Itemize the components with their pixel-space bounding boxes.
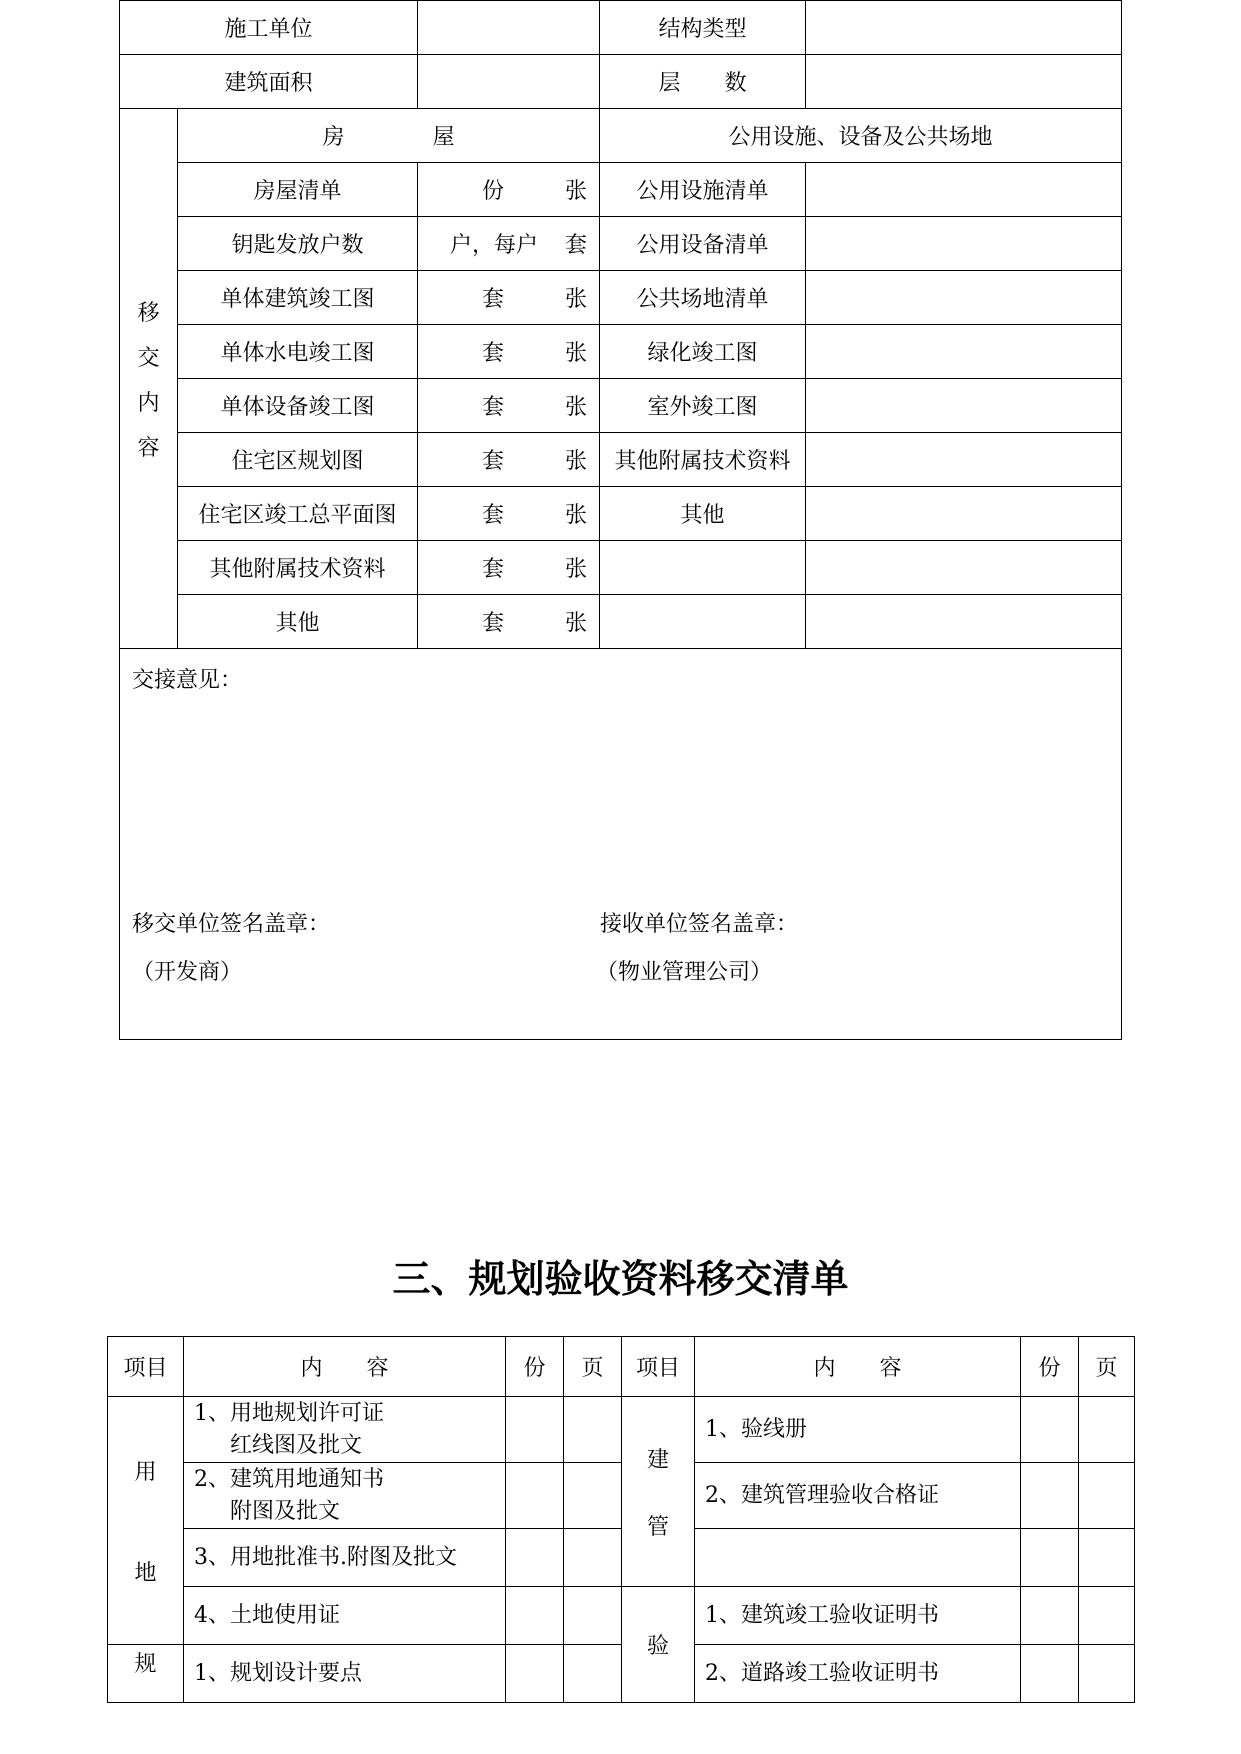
build-item <box>695 1529 1021 1587</box>
transfer-content-char: 容 <box>137 435 160 461</box>
public-item-value[interactable] <box>806 325 1122 379</box>
qty-unit-left: 套 <box>482 395 505 420</box>
housing-item-label: 住宅区竣工总平面图 <box>178 487 418 541</box>
public-item-label: 公共场地清单 <box>600 271 806 325</box>
pages-cell[interactable] <box>564 1529 622 1587</box>
handover-opinion-label: 交接意见： <box>132 668 243 693</box>
public-item-label: 公用设备清单 <box>600 217 806 271</box>
builder-label: 施工单位 <box>120 1 418 55</box>
qty-unit-right: 张 <box>565 287 588 312</box>
housing-item-qty[interactable] <box>418 271 600 325</box>
pages-cell[interactable] <box>564 1397 622 1463</box>
build-char: 管 <box>646 1514 669 1540</box>
housing-item-label: 钥匙发放户数 <box>178 217 418 271</box>
housing-item-label: 单体水电竣工图 <box>178 325 418 379</box>
floors-label: 层 数 <box>600 55 806 109</box>
build-item: 2、建筑管理验收合格证 <box>695 1463 1021 1529</box>
housing-item-qty[interactable] <box>418 433 600 487</box>
pages-cell[interactable] <box>564 1587 622 1645</box>
public-item-label: 室外竣工图 <box>600 379 806 433</box>
public-item-label: 绿化竣工图 <box>600 325 806 379</box>
qty-unit-left: 套 <box>482 503 505 528</box>
housing-item-label: 房屋清单 <box>178 163 418 217</box>
land-item-line1: 2、建筑用地通知书 <box>194 1466 384 1492</box>
accept-item: 1、建筑竣工验收证明书 <box>695 1587 1021 1645</box>
housing-header: 房 屋 <box>178 109 600 163</box>
planning-acceptance-table <box>107 1336 1135 1703</box>
header-pages: 页 <box>564 1337 622 1397</box>
plan-item: 1、规划设计要点 <box>184 1645 506 1703</box>
copies-cell[interactable] <box>506 1397 564 1463</box>
qty-unit-right: 张 <box>565 395 588 420</box>
qty-unit-left: 套 <box>482 611 505 636</box>
transfer-content-char: 移 <box>137 300 160 326</box>
land-char: 地 <box>134 1560 157 1586</box>
building-area-label: 建筑面积 <box>120 55 418 109</box>
qty-unit-left: 户，每户 <box>450 233 539 258</box>
pages-cell[interactable] <box>564 1463 622 1529</box>
pages-cell[interactable] <box>564 1645 622 1703</box>
housing-item-qty[interactable] <box>418 217 600 271</box>
qty-unit-right: 套 <box>565 233 588 258</box>
header-copies: 份 <box>506 1337 564 1397</box>
transfer-content-label <box>120 109 178 649</box>
structure-type-value[interactable] <box>806 1 1122 55</box>
public-item-label: 其他 <box>600 487 806 541</box>
public-item-label <box>600 541 806 595</box>
public-item-value[interactable] <box>806 595 1122 649</box>
receiver-note: （物业管理公司） <box>596 960 773 985</box>
qty-unit-right: 张 <box>565 611 588 636</box>
structure-type-label: 结构类型 <box>600 1 806 55</box>
public-item-value[interactable] <box>806 271 1122 325</box>
housing-item-qty[interactable] <box>418 487 600 541</box>
land-item: 3、用地批准书.附图及批文 <box>184 1529 506 1587</box>
public-item-value[interactable] <box>806 217 1122 271</box>
floors-value[interactable] <box>806 55 1122 109</box>
header-copies: 份 <box>1021 1337 1079 1397</box>
copies-cell[interactable] <box>506 1587 564 1645</box>
transfer-content-char: 交 <box>137 345 160 371</box>
public-item-value[interactable] <box>806 541 1122 595</box>
transferor-signature-label: 移交单位签名盖章： <box>132 912 331 937</box>
qty-unit-right: 张 <box>565 179 588 204</box>
housing-item-qty[interactable] <box>418 325 600 379</box>
qty-unit-right: 张 <box>565 449 588 474</box>
public-item-value[interactable] <box>806 379 1122 433</box>
builder-value[interactable] <box>418 1 600 55</box>
land-item-line2: 附图及批文 <box>230 1498 341 1524</box>
header-pages: 页 <box>1079 1337 1135 1397</box>
qty-unit-left: 套 <box>482 287 505 312</box>
land-item <box>184 1463 506 1529</box>
plan-category: 规 <box>108 1645 184 1703</box>
transfer-content-char: 内 <box>137 390 160 416</box>
build-category <box>622 1397 695 1587</box>
copies-cell[interactable] <box>1021 1645 1079 1703</box>
housing-item-qty[interactable] <box>418 541 600 595</box>
pages-cell[interactable] <box>1079 1529 1135 1587</box>
header-item: 项目 <box>622 1337 695 1397</box>
housing-item-qty[interactable] <box>418 379 600 433</box>
public-item-value[interactable] <box>806 487 1122 541</box>
pages-cell[interactable] <box>1079 1397 1135 1463</box>
qty-unit-right: 张 <box>565 557 588 582</box>
copies-cell[interactable] <box>1021 1463 1079 1529</box>
land-item-line1: 1、用地规划许可证 <box>194 1400 384 1426</box>
housing-item-qty[interactable] <box>418 163 600 217</box>
copies-cell[interactable] <box>1021 1397 1079 1463</box>
land-item: 4、土地使用证 <box>184 1587 506 1645</box>
qty-unit-left: 份 <box>482 179 505 204</box>
qty-unit-left: 套 <box>482 341 505 366</box>
receiver-signature-label: 接收单位签名盖章： <box>600 912 799 937</box>
header-content: 内 容 <box>695 1337 1021 1397</box>
land-item <box>184 1397 506 1463</box>
housing-item-qty[interactable] <box>418 595 600 649</box>
land-item-line2: 红线图及批文 <box>230 1432 363 1458</box>
housing-item-label: 单体建筑竣工图 <box>178 271 418 325</box>
accept-item: 2、道路竣工验收证明书 <box>695 1645 1021 1703</box>
qty-unit-left: 套 <box>482 449 505 474</box>
qty-unit-left: 套 <box>482 557 505 582</box>
transferor-note: （开发商） <box>132 960 243 985</box>
land-category <box>108 1397 184 1645</box>
qty-unit-right: 张 <box>565 341 588 366</box>
public-item-label: 公用设施清单 <box>600 163 806 217</box>
section-title: 三、规划验收资料移交清单 <box>392 1257 849 1301</box>
handover-opinion-section[interactable] <box>120 649 1122 1040</box>
public-item-value[interactable] <box>806 433 1122 487</box>
build-item: 1、验线册 <box>695 1397 1021 1463</box>
transfer-form-table <box>119 0 1122 1040</box>
public-item-label: 其他附属技术资料 <box>600 433 806 487</box>
public-item-value[interactable] <box>806 163 1122 217</box>
pages-cell[interactable] <box>1079 1645 1135 1703</box>
copies-cell[interactable] <box>506 1529 564 1587</box>
public-item-label <box>600 595 806 649</box>
header-content: 内 容 <box>184 1337 506 1397</box>
land-char: 用 <box>134 1459 157 1485</box>
header-item: 项目 <box>108 1337 184 1397</box>
copies-cell[interactable] <box>506 1463 564 1529</box>
pages-cell[interactable] <box>1079 1587 1135 1645</box>
housing-item-label: 其他附属技术资料 <box>178 541 418 595</box>
housing-item-label: 单体设备竣工图 <box>178 379 418 433</box>
copies-cell[interactable] <box>506 1645 564 1703</box>
copies-cell[interactable] <box>1021 1529 1079 1587</box>
qty-unit-right: 张 <box>565 503 588 528</box>
housing-item-label: 其他 <box>178 595 418 649</box>
building-area-value[interactable] <box>418 55 600 109</box>
accept-category: 验 <box>622 1587 695 1703</box>
housing-item-label: 住宅区规划图 <box>178 433 418 487</box>
copies-cell[interactable] <box>1021 1587 1079 1645</box>
build-char: 建 <box>646 1447 669 1473</box>
public-facilities-header: 公用设施、设备及公共场地 <box>600 109 1122 163</box>
pages-cell[interactable] <box>1079 1463 1135 1529</box>
